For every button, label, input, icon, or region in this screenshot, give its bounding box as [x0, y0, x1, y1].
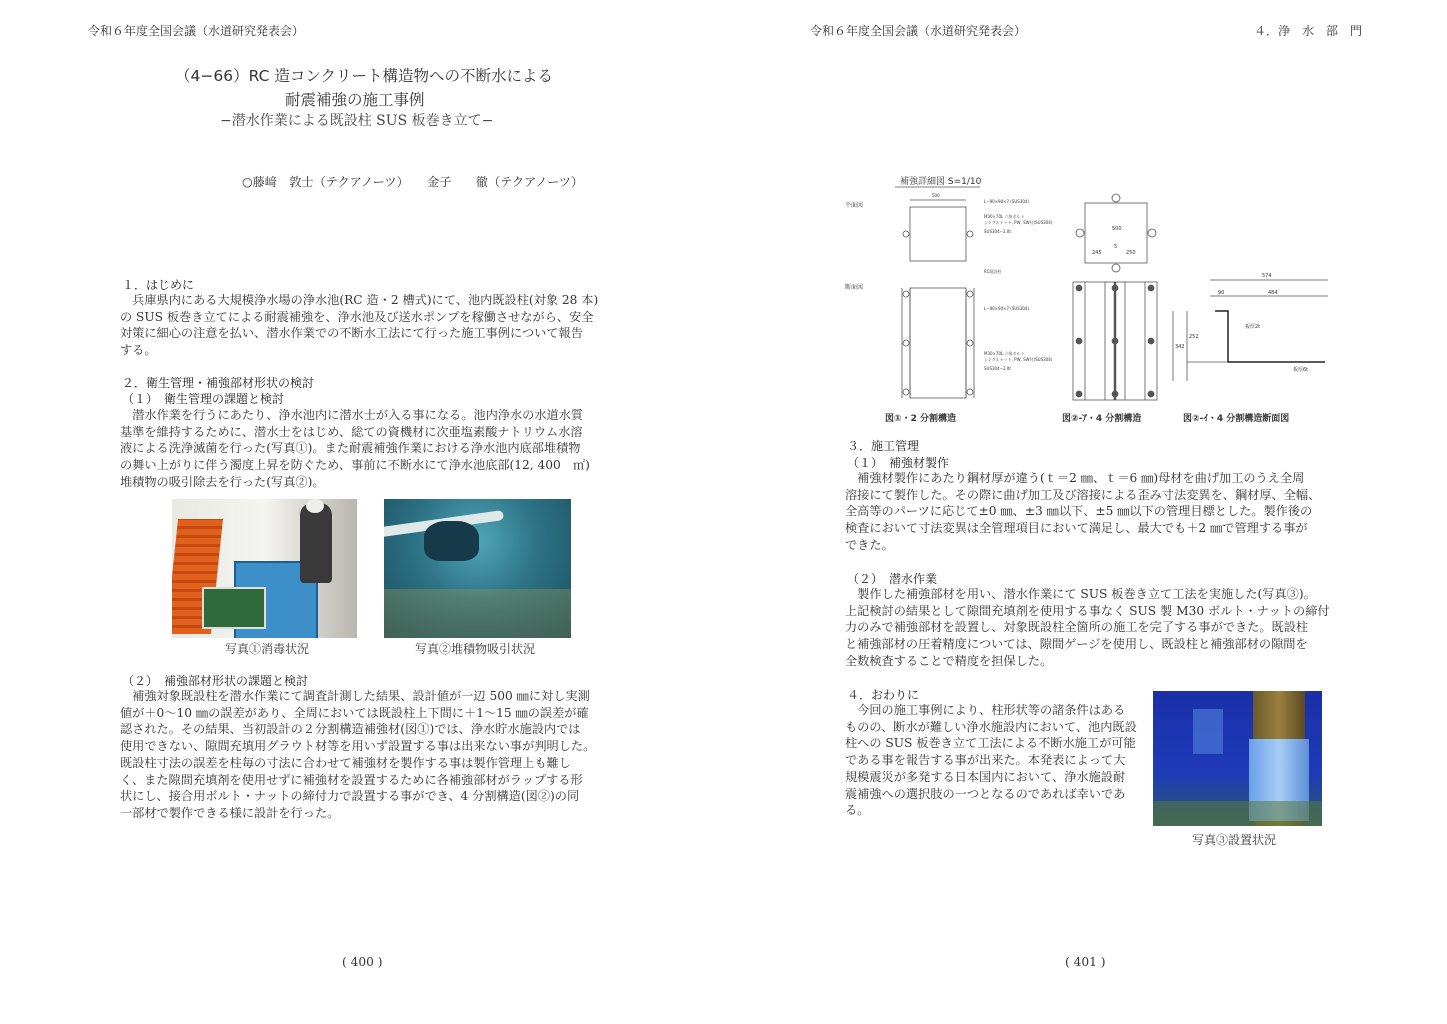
paragraph	[120, 688, 595, 822]
text-line: 溶接にて製作した。その際に曲げ加工及び溶接による歪み寸法変異を、鋼材厚、全幅、	[845, 487, 1321, 502]
dimension-label: 574	[1262, 273, 1272, 279]
photo-installation	[1153, 691, 1322, 826]
text-line: 規模震災が多発する日本国内において、浄水施設耐	[845, 769, 1126, 784]
page-header: 令和６年度全国会議（水道研究発表会）	[810, 24, 1027, 38]
text-line: 上記検討の結果として隙間充填剤を使用する事なく SUS 製 M30 ボルト・ナットの締付	[845, 603, 1330, 618]
text-line: である事を報告する事が出来た。本発表によって大	[845, 753, 1126, 768]
text-line: ものの、断水が難しい浄水施設内において、池内既設	[845, 719, 1137, 734]
dimension-label: 5	[1114, 244, 1118, 250]
paper-title-line1: （4−66）RC 造コンクリート構造物への不断水による	[175, 67, 554, 85]
dimension-label: 500	[1112, 226, 1122, 232]
text-line: 値が＋0～10 ㎜の誤差があり、全周においては既設柱上下間に＋1～15 ㎜の誤差が確	[120, 705, 589, 720]
text-line: 液による洗浄滅菌を行った(写真①)。また耐震補強作業における浄水池内底部堆積物	[120, 441, 581, 456]
text-line: る。	[845, 803, 870, 818]
subsection-heading: （２） 潜水作業	[847, 572, 938, 586]
text-line: と補強部材の圧着精度については、隙間ゲージを使用し、既設柱と補強部材の隙間を	[845, 637, 1308, 652]
photo-caption: 写真②堆積物吸引状況	[415, 642, 536, 656]
plan-view-label: 平面図	[845, 202, 864, 209]
text-line: 今回の施工事例により、柱形状等の諸条件はある	[845, 703, 1126, 717]
drawing-note: 板厚6t	[1293, 367, 1309, 373]
text-line: 一部材で製作できる様に設計を行った。	[120, 805, 340, 820]
subsection-heading: （１） 衛生管理の課題と検討	[122, 392, 285, 406]
drawing-note: L−90×90×7 (SUS304)	[984, 306, 1030, 311]
text-line: 全数検査することで精度を担保した。	[845, 653, 1053, 668]
text-line: 使用できない、隙間充填用グラウト材等を用いず設置する事は出来ない事が判明した。	[120, 739, 596, 754]
dimension-label: 500	[932, 193, 940, 198]
text-line: 補強材製作にあたり鋼材厚が違う(ｔ＝2 ㎜、ｔ＝6 ㎜)母材を曲げ加工のうえ全周	[845, 471, 1305, 485]
dimension-label: 90	[1218, 290, 1225, 296]
paragraph	[845, 586, 1330, 670]
paragraph	[120, 292, 598, 359]
text-line: 柱への SUS 板巻き立て工法による不断水施工が可能	[845, 736, 1136, 751]
text-line: 認された。その結果、当初設計の２分割構造補強材(図①)では、浄水貯水施設内では	[120, 722, 581, 737]
text-line: 補強対象既設柱を潜水作業にて調査計測した結果、設計値が一辺 500 ㎜に対し実測	[120, 689, 590, 703]
page-header: 令和６年度全国会議（水道研究発表会）	[88, 24, 305, 38]
text-line: 兵庫県内にある大規模浄水場の浄水池(RC 造・2 槽式)にて、池内既設柱(対象 28 本)	[120, 293, 599, 307]
drawing-note: M30×70L 六角ボルト	[984, 214, 1025, 219]
authors: ○藤﨑 敦士（テクアノーツ） 金子 徹（テクアノーツ）	[242, 175, 584, 189]
text-line: 全高等のパーツに応じて±0 ㎜、±3 ㎜以下、±5 ㎜以下の管理目標とした。製作後の	[845, 504, 1313, 519]
subsection-heading: （１） 補強材製作	[847, 456, 950, 470]
text-line: 製作した補強部材を用い、潜水作業にて SUS 板巻き立て工法を実施した(写真③)。	[845, 587, 1316, 601]
section-heading: ２．衛生管理・補強部材形状の検討	[122, 376, 315, 390]
subsection-heading: （２） 補強部材形状の課題と検討	[122, 674, 309, 688]
photo-sediment-suction	[384, 499, 571, 638]
drawing-note: シングルナット, PW, SW付(SUS304)	[984, 220, 1053, 225]
paper-title-line2: 耐震補強の施工事例	[285, 91, 425, 109]
reinforcement-detail-drawing	[840, 170, 1330, 432]
paragraph	[120, 407, 590, 491]
section-heading: ４．おわりに	[847, 688, 920, 702]
photo-caption: 写真①消毒状況	[225, 642, 310, 656]
text-line: 基準を維持するために、潜水士をはじめ、総ての資機材に次亜塩素酸ナトリウム水溶	[120, 424, 583, 439]
drawing-note: RC既設柱	[984, 269, 1002, 274]
text-line: の SUS 板巻き立てによる耐震補強を、浄水池及び送水ポンプを稼働させながら、安全	[120, 309, 594, 324]
drawing-note: SUS304−2.0t	[984, 366, 1011, 371]
photo-disinfection	[172, 499, 357, 638]
drawing-note: シングルナット, PW, SW付(SUS304)	[984, 357, 1053, 362]
text-line: 検査において寸法変異は全管理項目において満足し、最大でも＋2 ㎜で管理する事が	[845, 521, 1308, 536]
text-line: 既設柱寸法の誤差を柱毎の寸法に合わせて補強材を製作する事は製作管理上も難し	[120, 755, 571, 770]
photo-caption: 写真③設置状況	[1192, 833, 1277, 847]
text-line: 堆積物の吸引除去を行った(写真②)。	[120, 474, 325, 489]
figure-caption: 図②-ｱ・4 分割構造	[1062, 414, 1142, 424]
dimension-label: 484	[1268, 290, 1278, 296]
figure-caption: 図①・2 分割構造	[885, 414, 957, 424]
figure-caption: 図②-ｲ・4 分割構造断面図	[1183, 414, 1290, 424]
drawing-note: SUS304−2.0t	[984, 229, 1011, 234]
drawing-note: M30×70L 六角ボルト	[984, 351, 1025, 356]
text-line: く、また隙間充填剤を使用せずに補強材を設置するために各補強部材がラップする形	[120, 772, 583, 787]
text-line: する。	[120, 343, 157, 358]
paper-subtitle: −潜水作業による既設柱 SUS 板巻き立て−	[220, 113, 494, 129]
text-line: 状にし、接合用ボルト・ナットの締付力で設置する事ができ、4 分割構造(図②)の同	[120, 789, 580, 804]
text-line: できた。	[845, 537, 894, 552]
text-line: の舞い上がりに伴う濁度上昇を防ぐため、事前に不断水にて浄水池底部(12, 400 ㎡)	[120, 458, 590, 473]
page-number: ( 400 )	[342, 955, 383, 969]
drawing-note: L−90×90×7 (SUS304)	[984, 199, 1030, 204]
drawing-title: 補強詳細図 S=1/10	[900, 177, 982, 187]
text-line: 対策に細心の注意を払い、潜水作業での不断水工法にて行った施工事例について報告	[120, 326, 583, 341]
paragraph	[845, 702, 1137, 819]
dimension-label: 342	[1175, 344, 1185, 350]
dimension-label: 245	[1092, 250, 1102, 256]
page-number: ( 401 )	[1065, 955, 1106, 969]
text-line: 潜水作業を行うにあたり、浄水池内に潜水士が入る事になる。池内浄水の水道水質	[120, 408, 584, 422]
dimension-label: 250	[1126, 250, 1136, 256]
section-view-label: 断面図	[845, 284, 864, 291]
drawing-note: 板厚2t	[1245, 324, 1261, 330]
text-line: 震補強への選択肢の一つとなるのであれば幸いであ	[845, 786, 1126, 801]
section-heading: １．はじめに	[122, 278, 195, 292]
paragraph	[845, 470, 1320, 554]
section-label: ４．浄 水 部 門	[1254, 24, 1363, 38]
section-heading: ３．施工管理	[847, 439, 920, 453]
text-line: 力のみで補強部材を設置し、対象既設柱全箇所の施工を完了する事ができた。既設柱	[845, 620, 1309, 635]
dimension-label: 252	[1189, 334, 1199, 340]
